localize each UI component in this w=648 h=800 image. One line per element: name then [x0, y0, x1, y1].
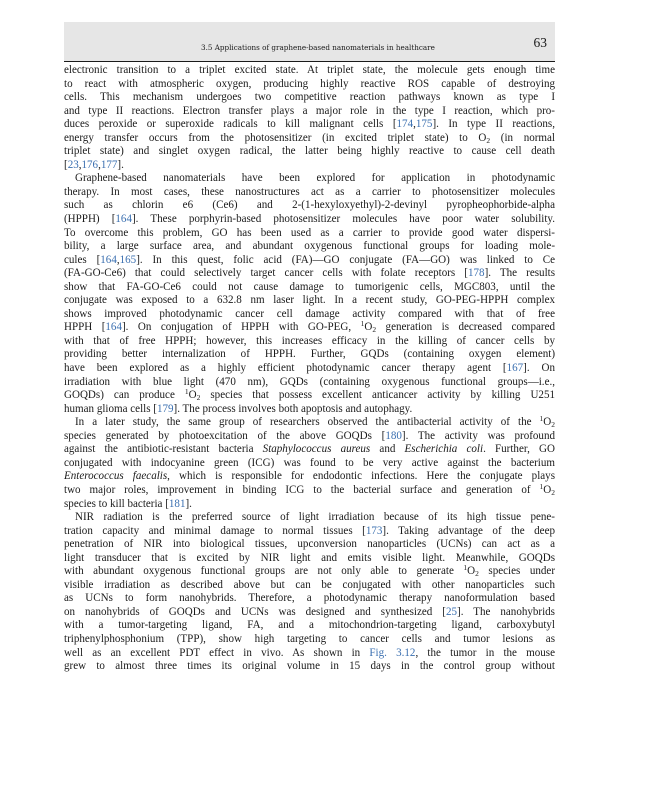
- text-run: conjugate was exposed to a 632.8 nm laser light. In a recent study, GO-PEG-HPPH complex: [64, 294, 555, 307]
- reference-link[interactable]: 179: [156, 402, 174, 415]
- text-run: cells. This mechanism undergoes two competitive reaction pathways known as type I: [64, 91, 555, 104]
- text-run: bility, a large surface area, and abundant oxygenous functional groups for loading mole-: [64, 240, 555, 253]
- reference-link[interactable]: 164: [105, 321, 122, 334]
- reference-link[interactable]: 167: [506, 362, 524, 375]
- text-line: [64, 294, 555, 308]
- text-run: Graphene-based nanomaterials have been explored for application in photodynamic: [75, 172, 555, 185]
- text-line: [64, 416, 555, 430]
- text-run: O: [543, 483, 552, 496]
- text-line: [64, 633, 555, 647]
- subscript: 2: [551, 487, 555, 497]
- text-line: [64, 362, 555, 376]
- subscript: 2: [196, 393, 201, 403]
- text-line: [64, 498, 555, 512]
- text-run: on nanohybrids of GOQDs and UCNs was designed and synthesized [: [64, 605, 446, 618]
- text-run: as UCNs to form nanohybrids. Therefore, a photodynamic therapy nanoformulation based: [64, 592, 555, 605]
- text-line: [64, 565, 555, 579]
- italic-species-name: Escherichia coli: [404, 443, 484, 456]
- text-run: tration capacity and minimal damage to normal tissues [: [64, 524, 366, 537]
- text-line: [64, 145, 555, 159]
- text-run: irradiation with blue light (470 nm), GQDs (containing oxygenous functional groups—i.e.,: [64, 375, 555, 388]
- text-run: duces peroxide or superoxide radicals to kill malignant cells [: [64, 118, 397, 131]
- reference-link[interactable]: 164: [115, 213, 132, 226]
- superscript: 1: [539, 481, 544, 491]
- reference-link[interactable]: 181: [168, 497, 186, 510]
- text-run: generation is decreased compared: [376, 321, 555, 334]
- text-run: O: [188, 389, 197, 402]
- text-line: [64, 606, 555, 620]
- text-run: cules [: [64, 253, 101, 266]
- text-run: energy transfer occurs from the photosensitizer (in excited triplet state) to O: [64, 131, 487, 144]
- text-run: against the antibiotic-resistant bacteria: [64, 443, 263, 456]
- text-run: ]. These porphyrin-based photosensitizer molecules have poor water solubility.: [131, 213, 555, 226]
- text-run: have been explored as a highly efficient photodynamic cancer therapy agent [: [64, 362, 507, 375]
- text-run: human glioma cells [: [64, 402, 157, 415]
- text-run: ]. In type II reactions,: [432, 118, 555, 131]
- text-run: providing better internalization of HPPH. Further, GQDs (containing oxygen element): [64, 348, 555, 361]
- text-run: with that of free HPPH; however, this increases efficacy in the killing of cancer cells by: [64, 334, 555, 347]
- text-run: ]. The results: [484, 267, 556, 280]
- text-run: ].: [117, 158, 124, 171]
- text-run: , which is responsible for endodontic infections. Here the conjugate plays: [167, 470, 555, 483]
- superscript: 1: [539, 414, 544, 424]
- superscript: 1: [463, 563, 468, 573]
- subscript: 2: [475, 569, 479, 579]
- text-line: [64, 64, 555, 78]
- text-line: [64, 660, 555, 674]
- text-run: O: [543, 416, 552, 429]
- subscript: 2: [486, 135, 491, 145]
- text-line: [64, 538, 555, 552]
- text-line: [64, 159, 555, 173]
- text-run: triphenylphosphonium (TPP), show high targeting to cancer cells and tumor lesions as: [64, 632, 555, 645]
- subscript: 2: [372, 325, 377, 335]
- text-run: ].: [185, 497, 192, 510]
- text-run: two major roles, improvement in binding ICG to the bacterial surface and generation of: [64, 483, 540, 496]
- reference-link[interactable]: 176: [81, 158, 99, 171]
- text-line: [64, 186, 555, 200]
- text-line: [64, 213, 555, 227]
- text-run: HPPH [: [64, 321, 106, 334]
- text-line: [64, 348, 555, 362]
- superscript: 1: [184, 387, 189, 397]
- text-run: visible irradiation as described above but can be conjugated with other nanoparticles such: [64, 578, 555, 591]
- text-run: To overcome this problem, GO has been used as a carrier to provide good water dispersi-: [64, 226, 555, 239]
- subscript: 2: [551, 420, 555, 430]
- text-run: with a tumor-targeting ligand, FA, and a mitochondrion-targeting ligand, carboxybutyl: [64, 619, 555, 632]
- page-number: 63: [533, 35, 547, 50]
- text-run: ]. On: [523, 362, 555, 375]
- text-run: grew to almost three times its original volume in 15 days in the control group without: [64, 660, 555, 673]
- text-line: [64, 335, 555, 349]
- text-run: , the tumor in the mouse: [415, 646, 555, 659]
- text-run: electronic transition to a triplet excited state. At triplet state, the molecule gets enough time: [64, 64, 555, 76]
- text-run: therapy. In most cases, these nanostructures act as a carrier to photosensitizer molecules: [64, 185, 555, 198]
- text-run: O: [467, 565, 476, 578]
- text-line: [64, 132, 555, 146]
- text-run: ,: [98, 158, 101, 171]
- text-run: O: [364, 321, 373, 334]
- reference-link[interactable]: 180: [385, 429, 402, 442]
- reference-link[interactable]: Fig. 3.12: [369, 646, 416, 659]
- text-line: [64, 481, 555, 498]
- text-run: [: [64, 158, 68, 171]
- text-run: ,: [116, 253, 120, 266]
- text-run: light transducer that is excited by NIR light and emits visible light. Meanwhile, GOQDs: [64, 551, 555, 564]
- reference-link[interactable]: 175: [415, 118, 433, 131]
- text-line: [64, 403, 555, 417]
- text-line: [64, 91, 555, 105]
- text-line: [64, 470, 555, 484]
- text-run: (FA-GO-Ce6) that could selectively target cancer cells with folate receptors [: [64, 267, 468, 280]
- text-line: [64, 308, 555, 322]
- text-line: [64, 525, 555, 539]
- text-run: well as an excellent PDT effect in vivo. As shown in: [64, 646, 370, 659]
- text-line: [64, 430, 555, 444]
- text-run: ]. In this quest, folic acid (FA)—GO conjugate (FA—GO) was linked to Ce: [136, 253, 556, 266]
- text-line: [64, 619, 555, 633]
- text-run: and type II reactions. Electron transfer plays a major role in the type I reaction, which pro-: [64, 104, 555, 117]
- text-line: [64, 592, 555, 606]
- body-text: [64, 64, 555, 674]
- text-line: [64, 281, 555, 295]
- text-line: [64, 389, 555, 403]
- text-run: ]. On conjugation of HPPH with GO-PEG,: [121, 321, 361, 334]
- text-run: penetration of NIR into biological tissues, upconversion nanoparticles (UCNs) can act as a: [64, 538, 555, 551]
- text-line: [64, 457, 555, 471]
- text-run: species under: [478, 565, 555, 578]
- text-run: NIR radiation is the preferred source of light irradiation because of its high tissue pene-: [75, 511, 555, 524]
- reference-link[interactable]: 165: [119, 253, 137, 266]
- italic-species-name: Staphylococcus aureus: [262, 443, 371, 456]
- reference-link[interactable]: 164: [100, 253, 117, 266]
- text-run: ]. The process involves both apoptosis and autophagy.: [173, 402, 413, 415]
- text-run: ,: [413, 118, 416, 131]
- text-run: GOQDs) can produce: [64, 389, 185, 402]
- text-line: [64, 254, 555, 268]
- text-run: (HPPH) [: [64, 213, 116, 226]
- text-line: [64, 240, 555, 254]
- running-header: [64, 22, 555, 62]
- reference-link[interactable]: 178: [467, 267, 485, 280]
- text-line: [64, 78, 555, 92]
- text-run: ]. The activity was profound: [401, 429, 555, 442]
- text-line: [64, 227, 555, 241]
- text-line: [64, 321, 555, 335]
- text-line: [64, 552, 555, 566]
- text-line: [64, 267, 555, 281]
- text-run: ]. Taking advantage of the deep: [382, 524, 555, 537]
- reference-link[interactable]: 174: [396, 118, 414, 131]
- text-run: ,: [78, 158, 82, 171]
- text-run: . Further, GO: [483, 443, 555, 456]
- text-run: with abundant oxygenous functional groups are not only able to generate: [64, 565, 464, 578]
- text-run: species to kill bacteria [: [64, 497, 169, 510]
- text-run: conjugated with indocyanine green (ICG) was found to be very active against the bacterium: [64, 456, 555, 469]
- text-line: [64, 376, 555, 390]
- text-line: [64, 118, 555, 132]
- superscript: 1: [360, 319, 365, 329]
- text-line: [64, 199, 555, 213]
- text-line: [64, 579, 555, 593]
- text-run: species that possess excellent anticancer activity by killing U251: [200, 389, 555, 402]
- text-run: species generated by photoexcitation of the above GOQDs [: [64, 429, 386, 442]
- text-run: such as chlorin e6 (Ce6) and 2-(1-hexyloxyethyl)-2-devinyl pyropheophorbide-alpha: [64, 199, 555, 212]
- reference-link[interactable]: 25: [445, 605, 458, 618]
- text-run: show that FA-GO-Ce6 could not cause damage to tumorigenic cells, MGC803, until the: [64, 280, 555, 293]
- reference-link[interactable]: 173: [365, 524, 383, 537]
- text-line: [64, 105, 555, 119]
- reference-link[interactable]: 23: [67, 158, 79, 171]
- text-run: shows improved photodynamic cancer cell damage activity compared with that of free: [64, 307, 555, 320]
- text-run: (in normal: [490, 131, 555, 144]
- text-run: ]. The nanohybrids: [457, 605, 555, 618]
- text-line: [64, 511, 555, 525]
- text-run: triplet state) and singlet oxygen radical, the latter being highly reactive to cause cell death: [64, 145, 555, 158]
- text-run: to react with atmospheric oxygen, producing highly reactive ROS capable of destroying: [64, 77, 555, 90]
- reference-link[interactable]: 177: [100, 158, 118, 171]
- text-line: [64, 647, 555, 661]
- italic-species-name: Enterococcus faecalis: [64, 470, 168, 483]
- text-line: [64, 443, 555, 457]
- text-line: [64, 172, 555, 186]
- running-header-title: 3.5 Applications of graphene-based nanomaterials in healthcare: [201, 43, 435, 52]
- text-run: In a later study, the same group of researchers observed the antibacterial activity of the: [75, 416, 540, 429]
- text-run: and: [370, 443, 405, 456]
